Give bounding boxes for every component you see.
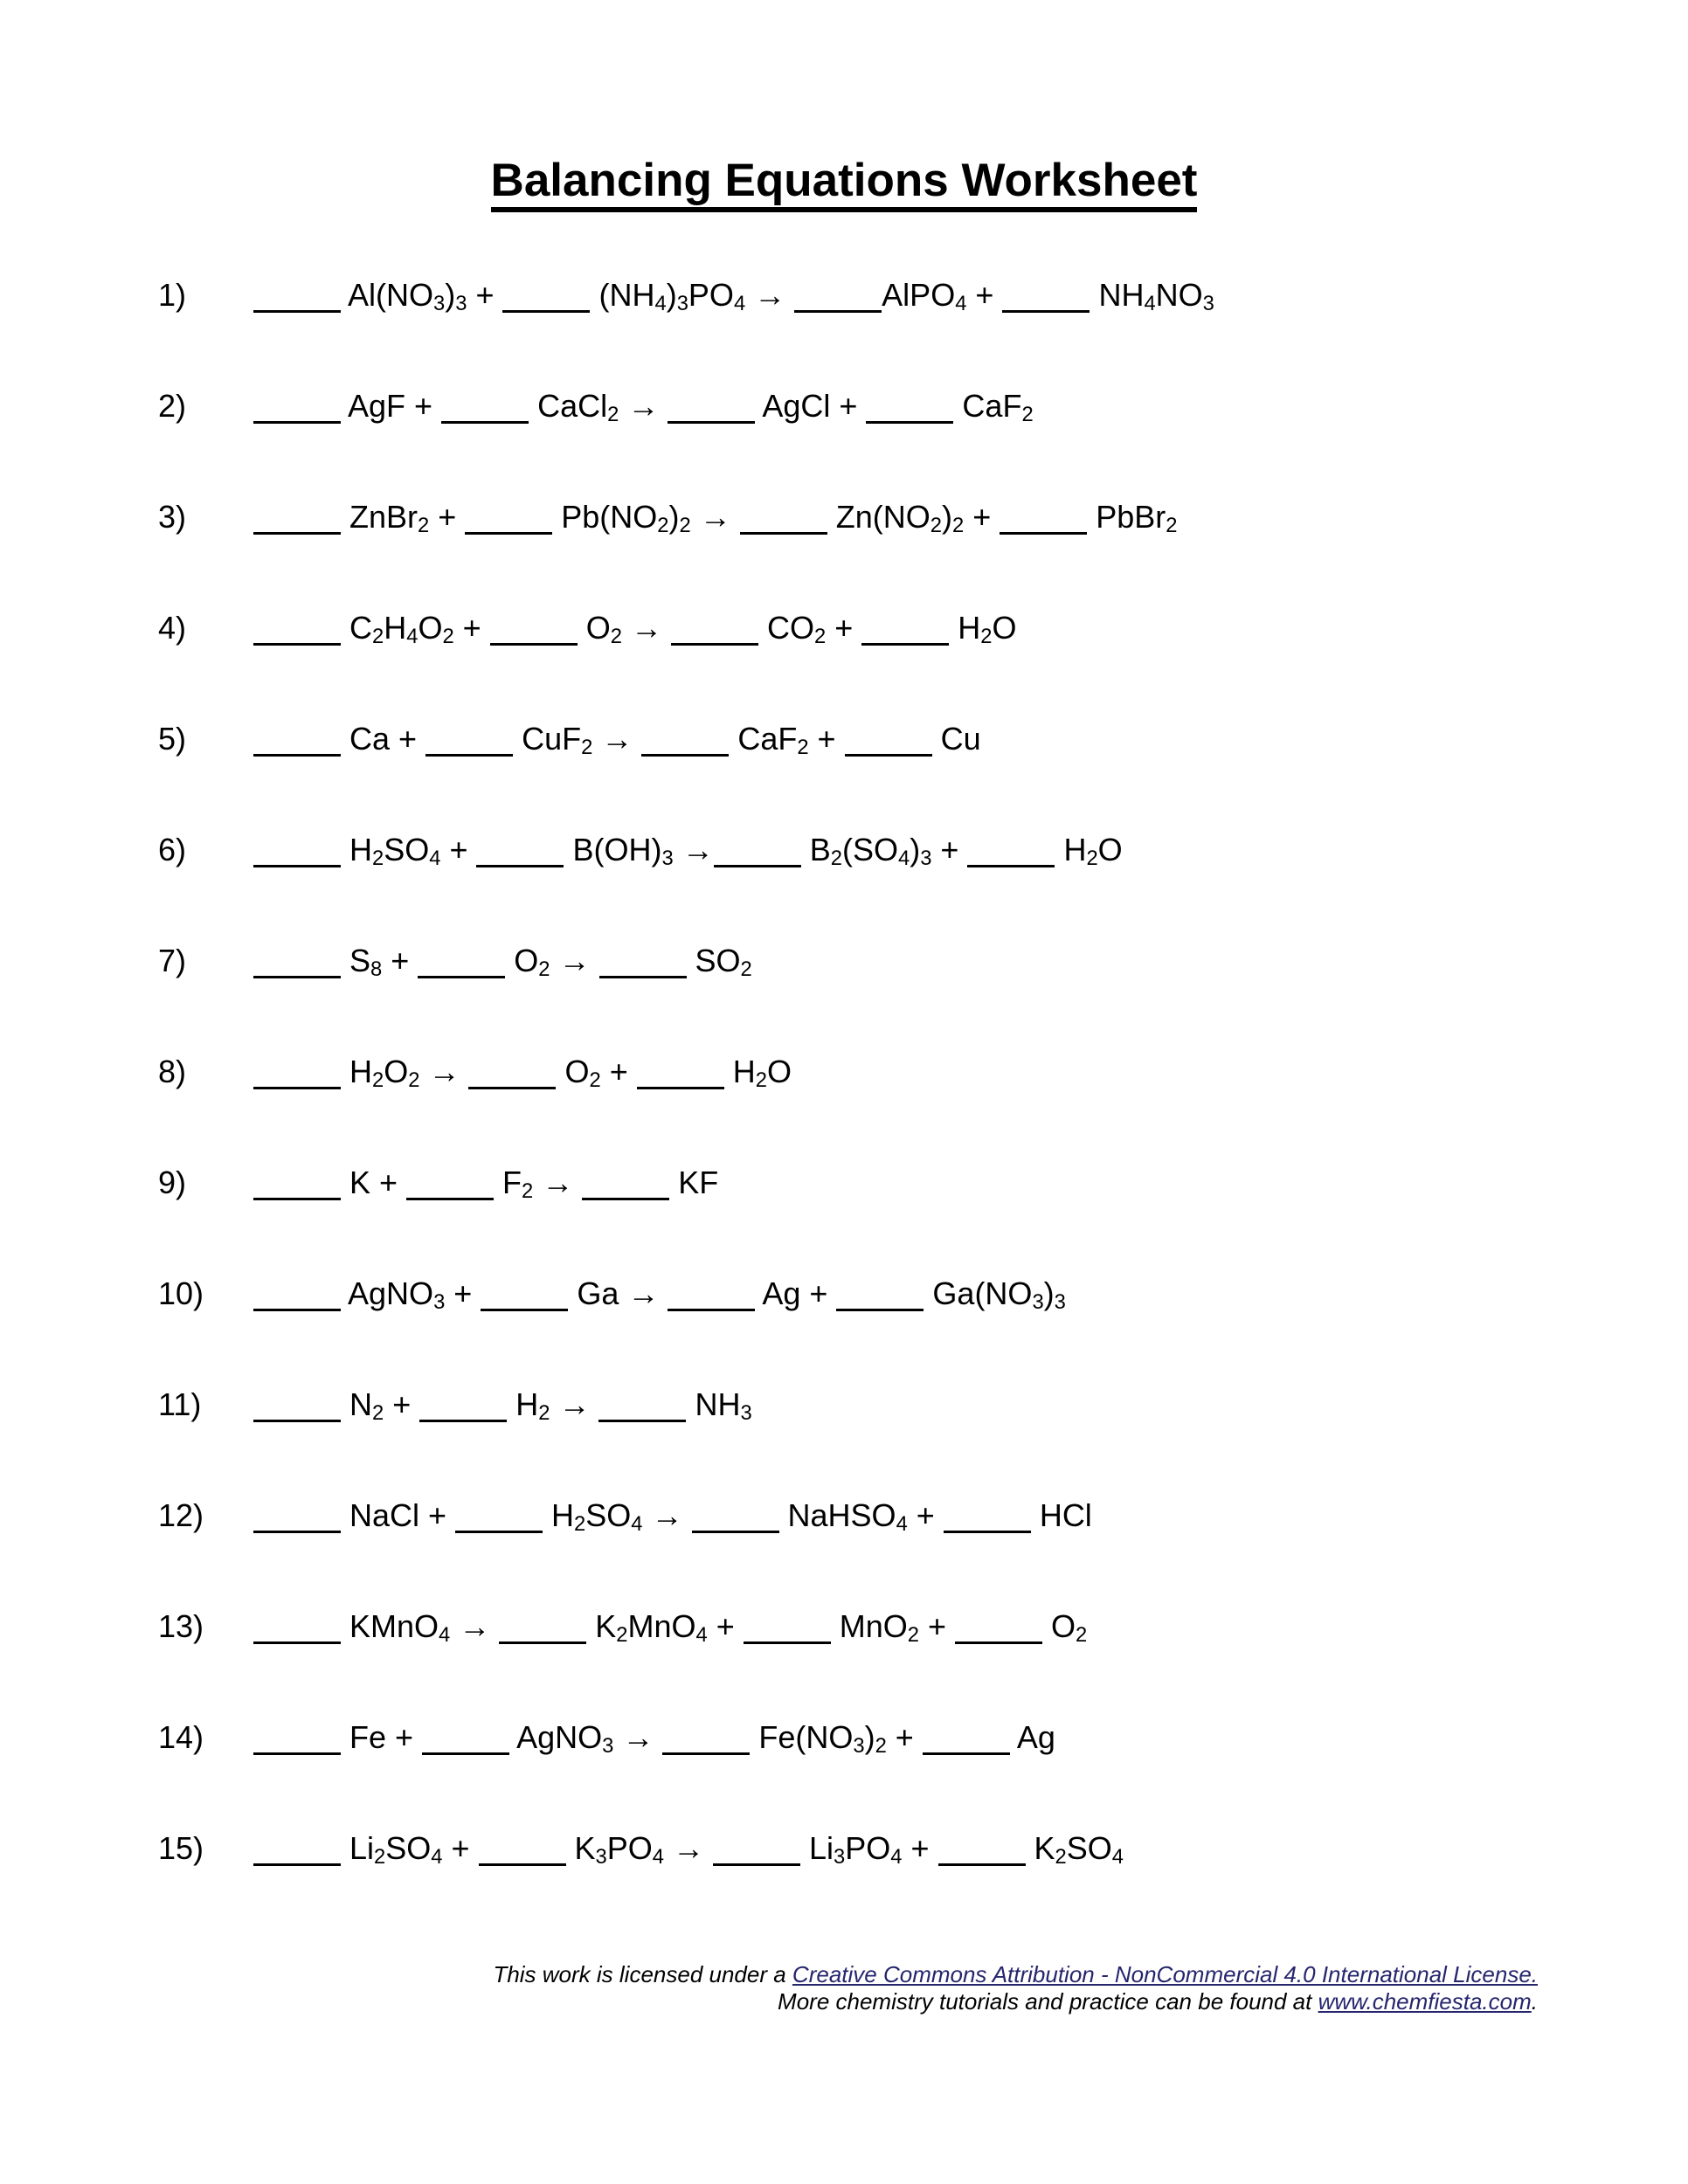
answer-blank	[253, 310, 341, 313]
answer-blank	[845, 754, 932, 757]
equation-number: 7)	[158, 943, 187, 978]
license-line	[0, 1961, 1538, 1988]
equation-number: 10)	[158, 1275, 204, 1311]
equation-row	[0, 610, 1688, 649]
answer-blank	[468, 1087, 556, 1089]
answer-blank	[425, 754, 513, 757]
answer-blank	[861, 643, 949, 646]
title-wrap	[0, 0, 1688, 207]
equation-number: 8)	[158, 1054, 187, 1089]
equation-row	[0, 277, 1688, 316]
answer-blank	[253, 1198, 341, 1200]
answer-blank	[836, 1309, 924, 1311]
answer-blank	[1000, 532, 1087, 535]
chemfiesta-line	[0, 1988, 1538, 2015]
answer-blank	[465, 532, 552, 535]
equation-number: 1)	[158, 277, 187, 313]
equation-formula: ZnBr$_2$ + $Pb(NO_2)_2 \to Zn(NO_2)_2$ + PbBr$_2$	[253, 499, 1178, 535]
equation-formula: $N_2 + H_2 \to NH_3$	[253, 1386, 752, 1422]
equation-number: 15)	[158, 1830, 204, 1866]
answer-blank	[479, 1863, 566, 1866]
equation-row	[0, 943, 1688, 982]
answer-blank	[944, 1531, 1031, 1533]
answer-blank	[668, 1309, 755, 1311]
answer-blank	[253, 643, 341, 646]
chemfiesta-text: More chemistry tutorials and practice can be found at	[778, 1988, 1318, 2015]
answer-blank	[476, 865, 564, 867]
equation-row	[0, 388, 1688, 427]
answer-blank	[668, 421, 755, 424]
equation-number: 11)	[158, 1386, 202, 1422]
answer-blank	[481, 1309, 568, 1311]
equation-row	[0, 1275, 1688, 1315]
equation-formula: AgF + CaCl$_2$ → AgCl + CaF$_2$	[253, 388, 1034, 424]
answer-blank	[744, 1641, 831, 1644]
answer-blank	[253, 976, 341, 978]
equation-number: 13)	[158, 1608, 204, 1644]
equation-formula: KMnO$_4$ → $K_2MnO_4 + MnO_2 + O_2$	[253, 1608, 1087, 1644]
equation-row	[0, 1497, 1688, 1537]
chemfiesta-link[interactable]: www.chemfiesta.com	[1318, 1988, 1532, 2015]
answer-blank	[253, 1420, 341, 1422]
equation-row	[0, 832, 1688, 871]
equation-row	[0, 1830, 1688, 1870]
equations-list	[0, 277, 1688, 1870]
answer-blank	[740, 532, 827, 535]
equation-number: 12)	[158, 1497, 204, 1533]
equation-number: 5)	[158, 721, 187, 757]
equation-formula: $Li_2SO_4 + K_3PO_4 \to Li_3PO_4 + K_2SO_4$	[253, 1830, 1124, 1866]
answer-blank	[598, 1420, 686, 1422]
answer-blank	[419, 1420, 507, 1422]
answer-blank	[641, 754, 729, 757]
answer-blank	[499, 1641, 586, 1644]
equation-row	[0, 1719, 1688, 1759]
answer-blank	[253, 1641, 341, 1644]
equation-row	[0, 721, 1688, 760]
equation-number: 9)	[158, 1165, 187, 1200]
answer-blank	[866, 421, 953, 424]
equation-number: 3)	[158, 499, 187, 535]
license-text: This work is licensed under a	[493, 1961, 792, 1987]
answer-blank	[418, 976, 505, 978]
equation-formula: Ca + CuF$_2$ → CaF$_2$ + Cu	[253, 721, 981, 757]
footer	[0, 1961, 1688, 2015]
equation-formula: $S_8 + O_2 \to SO_2$	[253, 943, 752, 978]
answer-blank	[441, 421, 529, 424]
answer-blank	[599, 976, 687, 978]
answer-blank	[253, 1752, 341, 1755]
answer-blank	[490, 643, 578, 646]
answer-blank	[455, 1531, 543, 1533]
answer-blank	[637, 1087, 724, 1089]
answer-blank	[692, 1531, 779, 1533]
equation-number: 4)	[158, 610, 187, 646]
answer-blank	[662, 1752, 750, 1755]
answer-blank	[422, 1752, 509, 1755]
answer-blank	[502, 310, 590, 313]
answer-blank	[967, 865, 1055, 867]
answer-blank	[253, 1087, 341, 1089]
answer-blank	[713, 1863, 800, 1866]
equation-row	[0, 1608, 1688, 1648]
equation-formula: $K + F_2$ → KF	[253, 1165, 718, 1200]
equation-formula: Fe + AgNO$_3$ → $Fe(NO_3)_2 + Ag$	[253, 1719, 1055, 1755]
answer-blank	[253, 754, 341, 757]
answer-blank	[582, 1198, 669, 1200]
answer-blank	[406, 1198, 494, 1200]
equation-row	[0, 1165, 1688, 1204]
equation-formula: $Al(NO_3)_3 + (NH_4)_3PO_4$ → AlPO$_4$ + $NH_4NO_3$	[253, 277, 1214, 313]
equation-row	[0, 1386, 1688, 1426]
answer-blank	[253, 1863, 341, 1866]
answer-blank	[253, 532, 341, 535]
answer-blank	[923, 1752, 1010, 1755]
equation-formula: $C_2H_4O_2 + O_2 \to CO_2 + H_2O$	[253, 610, 1016, 646]
equation-row	[0, 1054, 1688, 1093]
answer-blank	[253, 1531, 341, 1533]
answer-blank	[794, 310, 882, 313]
equation-formula: AgNO$_3$ + $Ga \to Ag + Ga(NO_3)_3$	[253, 1275, 1066, 1311]
chemfiesta-period: .	[1531, 1988, 1538, 2015]
answer-blank	[938, 1863, 1026, 1866]
page-title: Balancing Equations Worksheet	[491, 155, 1198, 212]
equation-number: 14)	[158, 1719, 204, 1755]
equation-formula: $H_2O_2 \to O_2 + H_2O$	[253, 1054, 792, 1089]
equation-formula: $H_2SO_4 + B(OH)_3 \to B_2(SO_4)_3 + H_2O$	[253, 832, 1123, 867]
equation-formula: NaCl + $H_2SO_4$ → NaHSO$_4$ + HCl	[253, 1497, 1092, 1533]
answer-blank	[671, 643, 758, 646]
equation-number: 2)	[158, 388, 187, 424]
answer-blank	[253, 1309, 341, 1311]
answer-blank	[955, 1641, 1042, 1644]
equation-number: 6)	[158, 832, 187, 867]
answer-blank	[1002, 310, 1090, 313]
answer-blank	[253, 865, 341, 867]
equation-row	[0, 499, 1688, 538]
answer-blank	[714, 865, 801, 867]
license-link[interactable]: Creative Commons Attribution - NonCommercial 4.0 International License.	[792, 1961, 1538, 1987]
answer-blank	[253, 421, 341, 424]
